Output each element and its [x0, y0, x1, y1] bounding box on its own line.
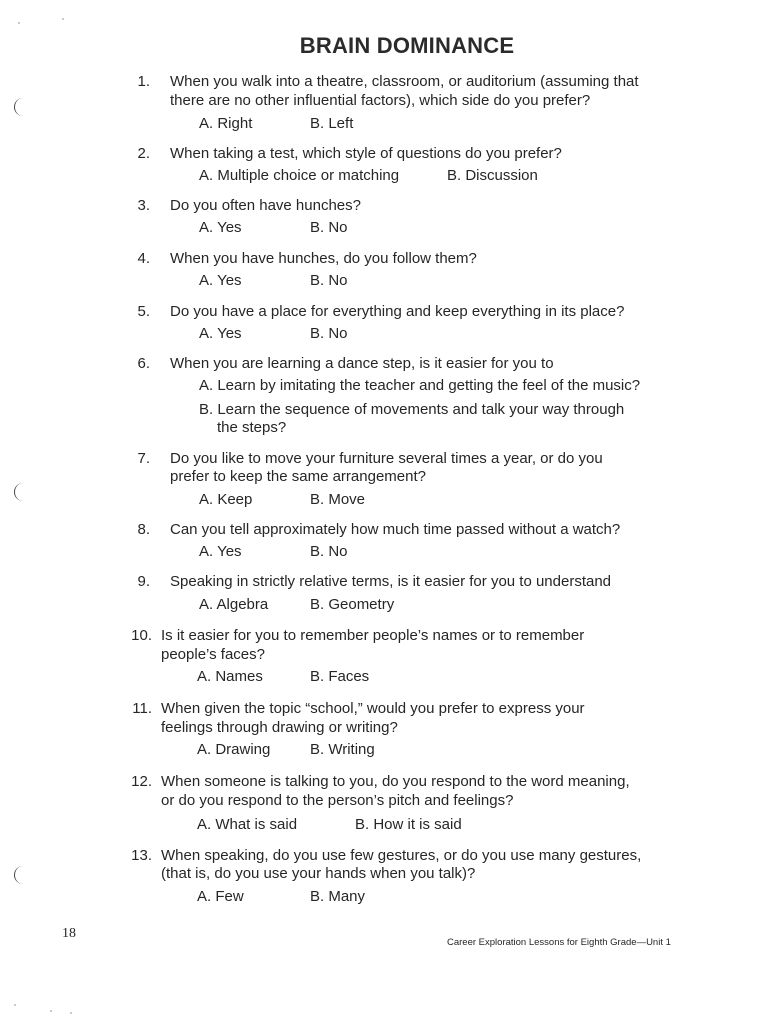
binder-hole-mark: [14, 98, 27, 116]
option-a: A. Multiple choice or matching: [199, 167, 400, 184]
option-a: A. What is said: [197, 816, 298, 833]
question-number: 12.: [131, 773, 152, 790]
option-a: A. Keep: [199, 491, 253, 508]
scan-speck: [70, 1012, 72, 1014]
option-b: B. No: [310, 219, 348, 236]
question-text: When speaking, do you use few gestures, or do you use many gestures,: [161, 847, 642, 864]
scan-speck: [14, 1004, 16, 1006]
option-b: B. Move: [310, 491, 366, 508]
question-text: When taking a test, which style of questions do you prefer?: [170, 145, 562, 162]
option-a: A. Yes: [199, 272, 242, 289]
scan-speck: [18, 22, 20, 24]
option-b: B. Geometry: [310, 596, 395, 613]
question-number: 5.: [137, 303, 150, 320]
question-text: Do you like to move your furniture several times a year, or do you: [170, 450, 603, 467]
option-b: B. Writing: [310, 741, 375, 758]
question-number: 9.: [137, 573, 150, 590]
option-a: A. Few: [197, 888, 244, 905]
binder-hole-mark: [14, 483, 27, 501]
option-b: B. No: [310, 325, 348, 342]
question-text: Is it easier for you to remember people’s names or to remember: [161, 627, 585, 644]
scan-speck: [62, 18, 64, 20]
question-text: people’s faces?: [161, 646, 265, 663]
option-b-continued: the steps?: [217, 419, 287, 436]
scan-speck: [50, 1010, 52, 1012]
option-b: B. How it is said: [355, 816, 462, 833]
option-b: B. Faces: [310, 668, 370, 685]
question-text: there are no other influential factors), which side do you prefer?: [170, 92, 591, 109]
page-title: BRAIN DOMINANCE: [299, 33, 515, 58]
question-text: When given the topic “school,” would you prefer to express your: [161, 700, 585, 717]
option-b: B. Many: [310, 888, 366, 905]
option-b: B. No: [310, 543, 348, 560]
question-number: 11.: [132, 700, 152, 717]
option-a: A. Right: [199, 115, 253, 132]
option-a: A. Names: [197, 668, 263, 685]
question-text: When someone is talking to you, do you respond to the word meaning,: [161, 773, 630, 790]
question-number: 7.: [137, 450, 150, 467]
question-text: When you are learning a dance step, is it easier for you to: [170, 355, 554, 372]
option-a: A. Learn by imitating the teacher and getting the feel of the music?: [199, 377, 641, 394]
option-a: A. Drawing: [197, 741, 271, 758]
option-a: A. Yes: [199, 325, 242, 342]
question-text: Can you tell approximately how much time passed without a watch?: [170, 521, 621, 538]
question-text: Do you often have hunches?: [170, 197, 361, 214]
question-number: 4.: [137, 250, 150, 267]
question-text: When you have hunches, do you follow them?: [170, 250, 477, 267]
option-a: A. Algebra: [199, 596, 269, 613]
question-text: Do you have a place for everything and keep everything in its place?: [170, 303, 625, 320]
question-text: (that is, do you use your hands when you talk)?: [161, 865, 476, 882]
binder-hole-mark: [14, 866, 27, 884]
option-b: B. Left: [310, 115, 354, 132]
question-text: or do you respond to the person’s pitch and feelings?: [161, 792, 514, 809]
question-number: 10.: [131, 627, 152, 644]
question-text: feelings through drawing or writing?: [161, 719, 398, 736]
question-text: prefer to keep the same arrangement?: [170, 468, 426, 485]
page-footer: Career Exploration Lessons for Eighth Grade—Unit 1: [447, 937, 671, 948]
question-number: 1.: [137, 73, 150, 90]
option-a: A. Yes: [199, 543, 242, 560]
question-number: 6.: [137, 355, 150, 372]
question-number: 3.: [137, 197, 150, 214]
page-number: 18: [62, 926, 76, 941]
option-b: B. No: [310, 272, 348, 289]
question-number: 2.: [137, 145, 150, 162]
question-text: Speaking in strictly relative terms, is it easier for you to understand: [170, 573, 612, 590]
question-text: When you walk into a theatre, classroom, or auditorium (assuming that: [170, 73, 639, 90]
question-number: 8.: [137, 521, 150, 538]
question-number: 13.: [131, 847, 152, 864]
option-b: B. Discussion: [447, 167, 538, 184]
option-b: B. Learn the sequence of movements and talk your way through: [199, 401, 625, 418]
option-a: A. Yes: [199, 219, 242, 236]
